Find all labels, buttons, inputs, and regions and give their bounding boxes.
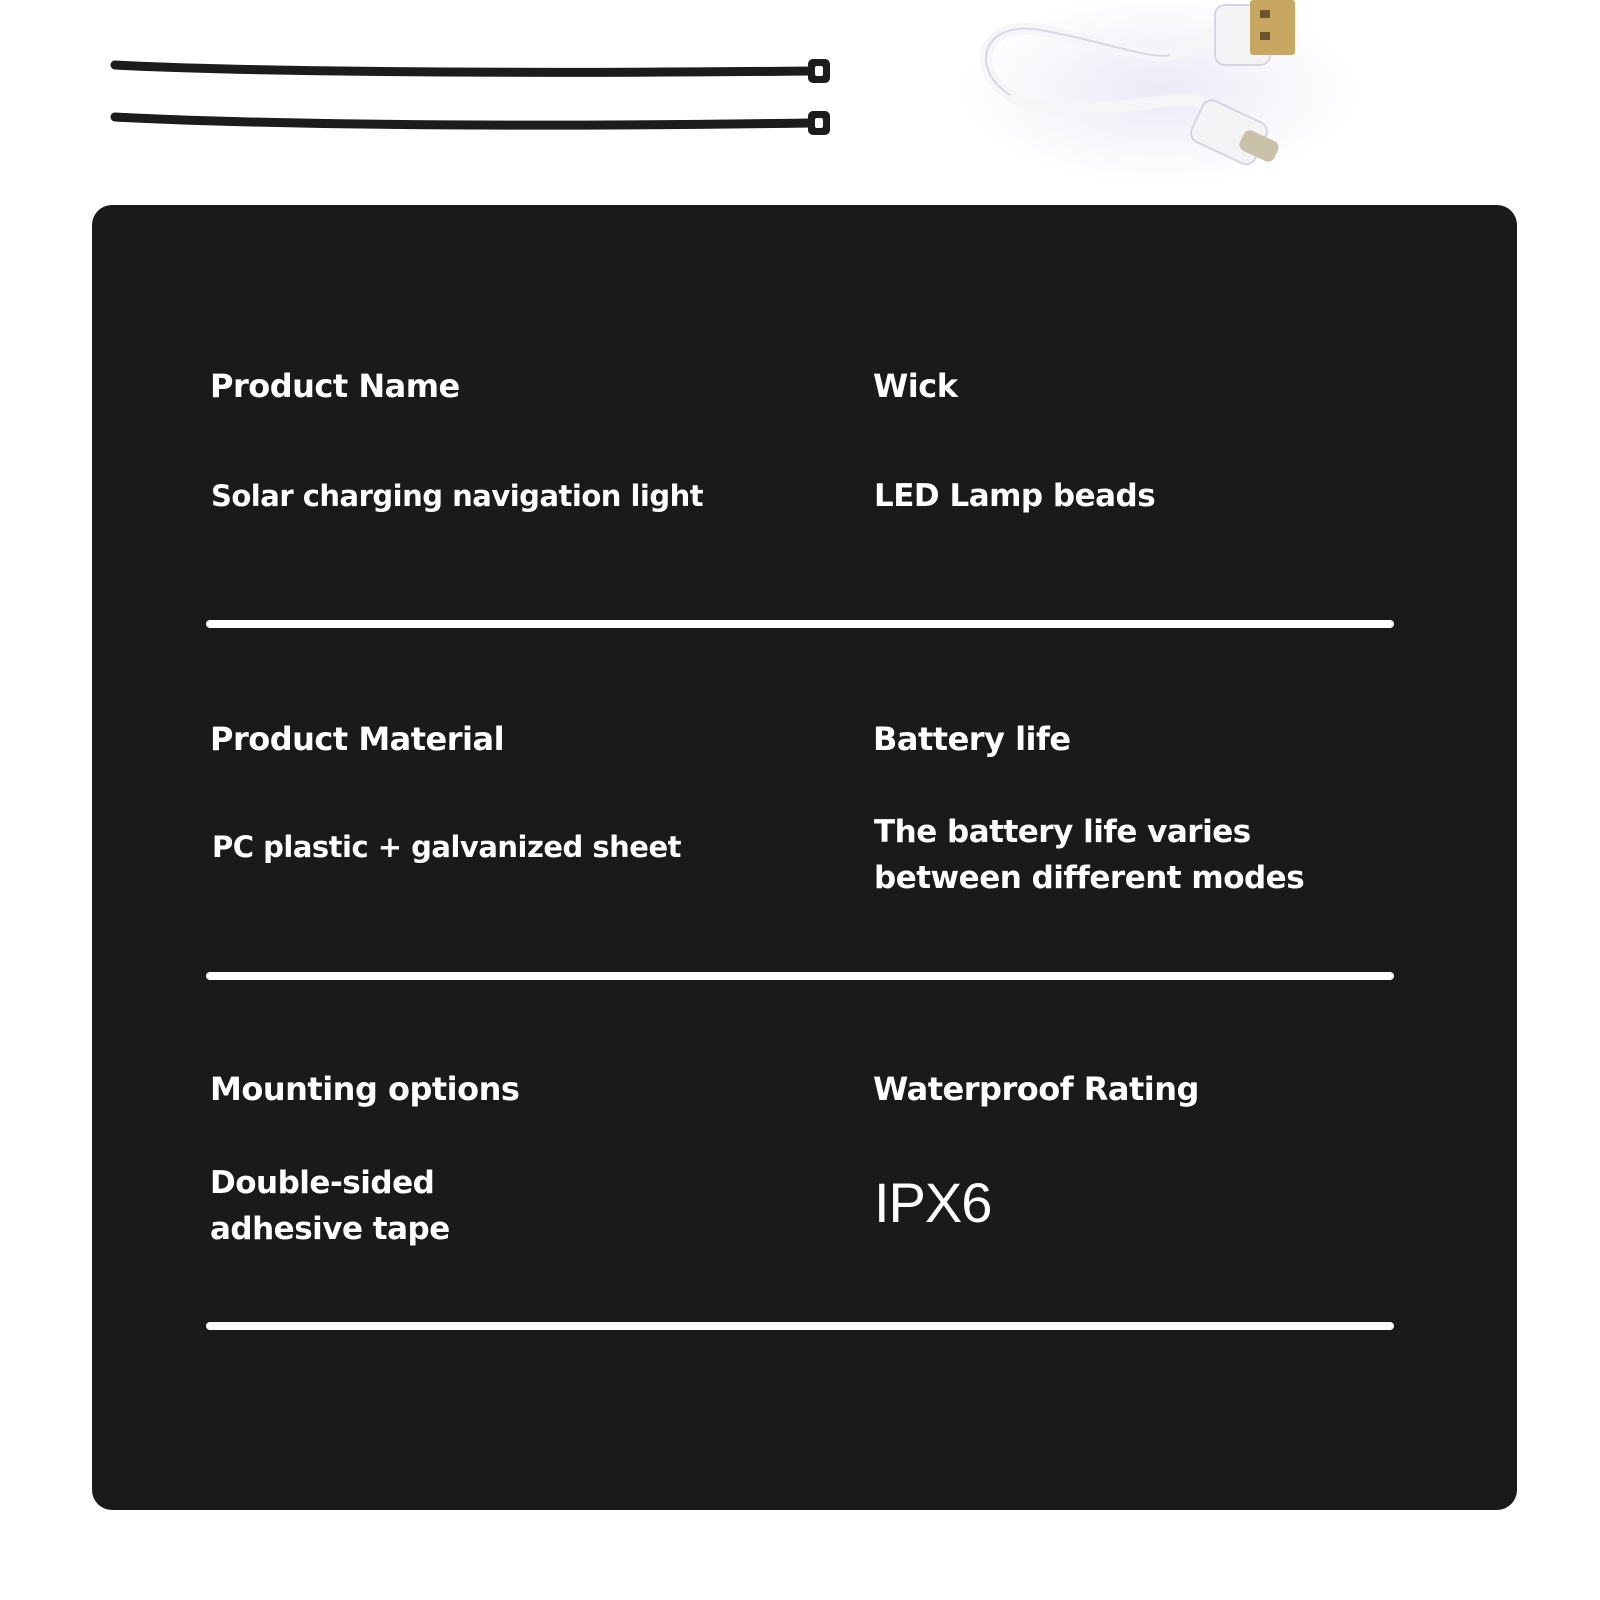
product-name-label: Product Name	[210, 367, 460, 405]
accessories-photo	[0, 0, 1600, 200]
product-name-value: Solar charging navigation light	[211, 479, 704, 513]
cable-ties-image	[110, 45, 870, 155]
usb-type-c-cable-image	[950, 0, 1370, 200]
battery-life-value: The battery life varies between different modes	[874, 814, 1305, 896]
mounting-options-value: Double-sided adhesive tape	[210, 1165, 450, 1247]
waterproof-rating-label: Waterproof Rating	[873, 1070, 1199, 1108]
product-material-label: Product Material	[210, 720, 505, 758]
wick-value: LED Lamp beads	[874, 478, 1156, 514]
product-material-value: PC plastic + galvanized sheet	[212, 830, 681, 864]
waterproof-rating-value: IPX6	[874, 1171, 992, 1234]
mounting-options-label: Mounting options	[210, 1070, 520, 1108]
battery-life-label: Battery life	[873, 720, 1071, 758]
spec-card	[92, 205, 1517, 1510]
divider-row-3	[206, 1322, 1394, 1330]
divider-row-1	[206, 620, 1394, 628]
wick-label: Wick	[873, 367, 958, 405]
divider-row-2	[206, 972, 1394, 980]
